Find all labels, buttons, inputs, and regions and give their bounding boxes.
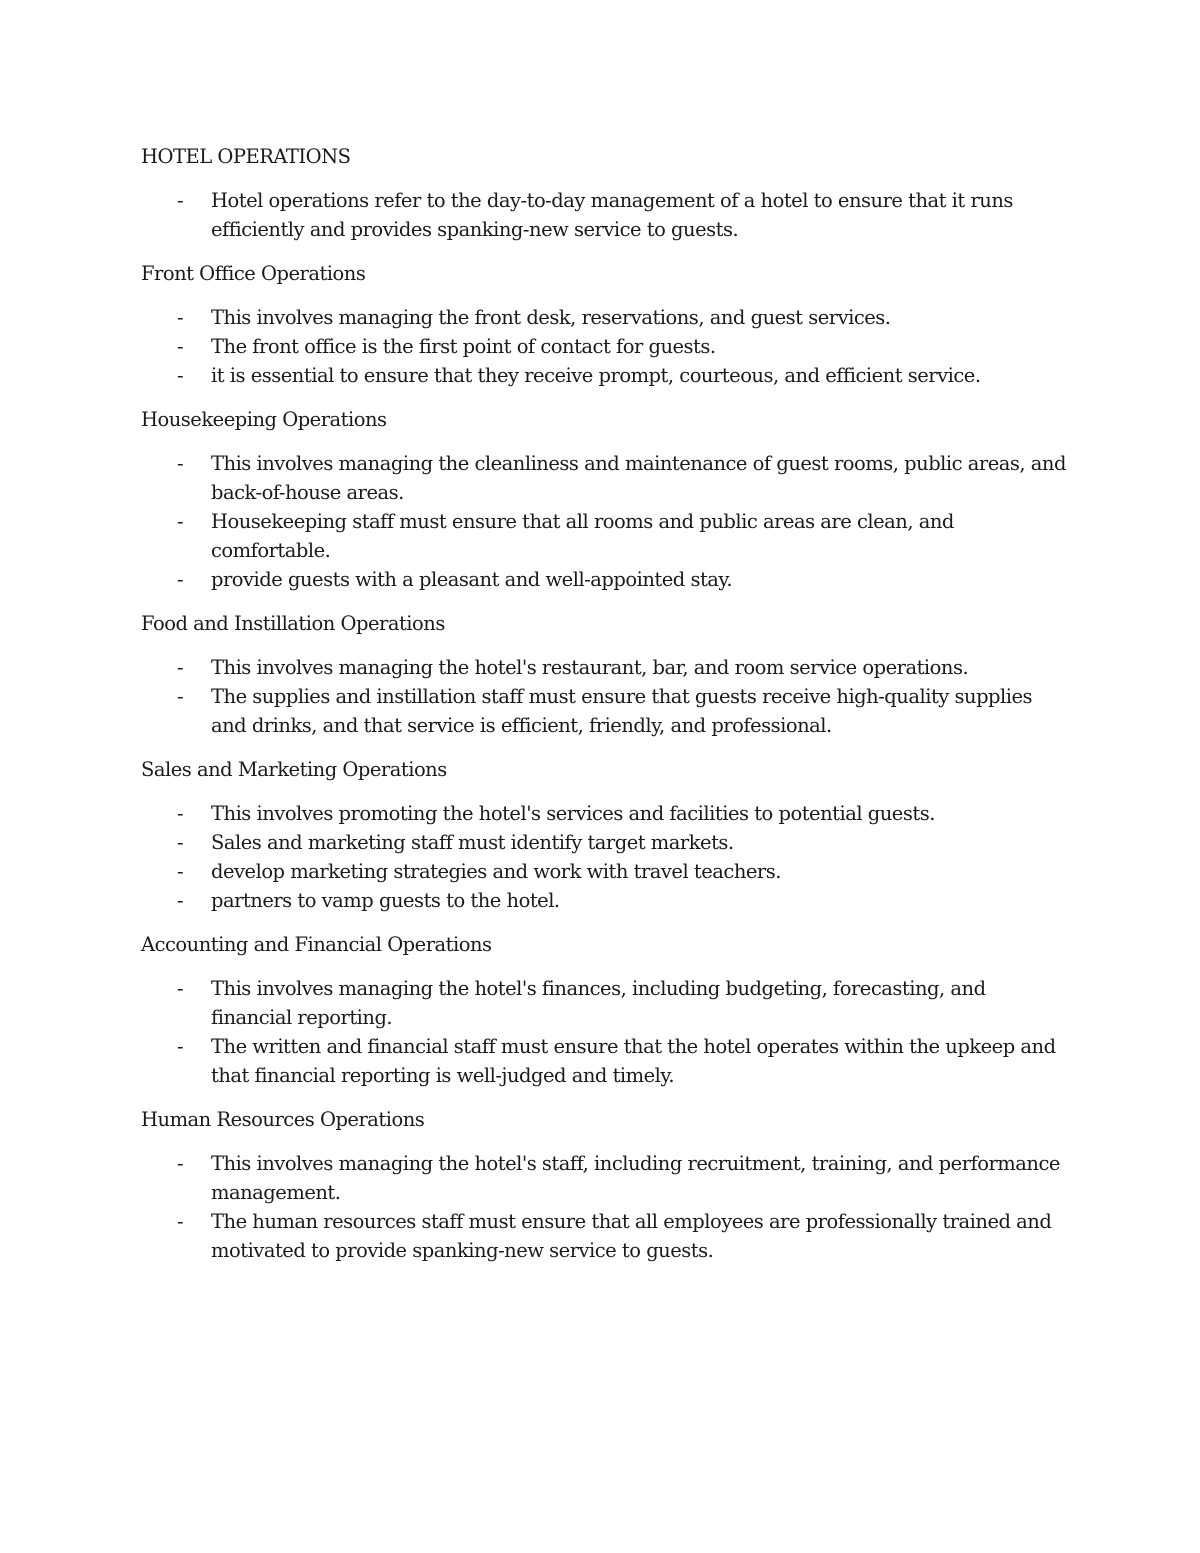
bullet-dash: - [177, 568, 184, 591]
bullet-item [141, 507, 1071, 565]
bullet-item [141, 332, 1071, 361]
section [141, 755, 1071, 915]
bullet-item [141, 857, 1071, 886]
section-bullet-list [141, 799, 1071, 915]
bullet-text: The front office is the first point of contact for guests. [211, 335, 716, 358]
bullet-item [141, 682, 1071, 740]
bullet-dash: - [177, 802, 184, 825]
bullet-dash: - [177, 831, 184, 854]
bullet-text: The written and financial staff must ensure that the hotel operates within the upkeep and that financial reporting is well-judged and timely. [211, 1035, 1056, 1087]
bullet-item [141, 974, 1071, 1032]
bullet-item [141, 565, 1071, 594]
bullet-text: provide guests with a pleasant and well-appointed stay. [211, 568, 733, 591]
section [141, 930, 1071, 1090]
bullet-dash: - [177, 1035, 184, 1058]
bullet-item [141, 1149, 1071, 1207]
section [141, 609, 1071, 740]
bullet-dash: - [177, 189, 184, 212]
section-heading: Accounting and Financial Operations [141, 933, 492, 956]
bullet-dash: - [177, 1152, 184, 1175]
section-bullet-list [141, 974, 1071, 1090]
section-bullet-list [141, 1149, 1071, 1265]
bullet-item [141, 886, 1071, 915]
bullet-dash: - [177, 889, 184, 912]
bullet-text: Hotel operations refer to the day-to-day management of a hotel to ensure that it runs efficiently and provides spanking-new service to guests. [211, 189, 1013, 241]
bullet-text: The supplies and instillation staff must ensure that guests receive high-quality supplies and drinks, and that service is efficient, friendly, and professional. [211, 685, 1033, 737]
bullet-dash: - [177, 685, 184, 708]
bullet-text: develop marketing strategies and work with travel teachers. [211, 860, 781, 883]
section [141, 405, 1071, 594]
bullet-text: This involves managing the front desk, reservations, and guest services. [211, 306, 891, 329]
bullet-dash: - [177, 977, 184, 1000]
section [141, 259, 1071, 390]
bullet-item [141, 653, 1071, 682]
section-heading: Sales and Marketing Operations [141, 758, 447, 781]
document-title: HOTEL OPERATIONS [141, 145, 351, 168]
bullet-dash: - [177, 452, 184, 475]
section-bullet-list [141, 653, 1071, 740]
bullet-text: partners to vamp guests to the hotel. [211, 889, 560, 912]
bullet-text: This involves managing the hotel's finances, including budgeting, forecasting, and financial reporting. [211, 977, 986, 1029]
bullet-dash: - [177, 656, 184, 679]
bullet-item [141, 799, 1071, 828]
bullet-dash: - [177, 510, 184, 533]
bullet-item [141, 303, 1071, 332]
bullet-item [141, 828, 1071, 857]
document-body [141, 142, 1071, 1265]
intro-bullet-list [141, 186, 1071, 244]
bullet-text: Housekeeping staff must ensure that all rooms and public areas are clean, and comfortable. [211, 510, 954, 562]
bullet-dash: - [177, 306, 184, 329]
bullet-item [141, 361, 1071, 390]
bullet-item [141, 186, 1071, 244]
section-heading: Food and Instillation Operations [141, 612, 445, 635]
bullet-item [141, 1032, 1071, 1090]
section-heading: Front Office Operations [141, 262, 366, 285]
bullet-text: Sales and marketing staff must identify target markets. [211, 831, 734, 854]
section [141, 1105, 1071, 1265]
bullet-text: This involves managing the hotel's staff, including recruitment, training, and performance management. [211, 1152, 1060, 1204]
sections-container [141, 259, 1071, 1265]
bullet-text: it is essential to ensure that they receive prompt, courteous, and efficient service. [211, 364, 981, 387]
bullet-text: This involves managing the hotel's restaurant, bar, and room service operations. [211, 656, 969, 679]
section-bullet-list [141, 303, 1071, 390]
bullet-dash: - [177, 1210, 184, 1233]
bullet-dash: - [177, 364, 184, 387]
section-heading: Housekeeping Operations [141, 408, 387, 431]
bullet-item [141, 1207, 1071, 1265]
bullet-text: The human resources staff must ensure that all employees are professionally trained and motivated to provide spanking-new service to guests. [211, 1210, 1052, 1262]
bullet-dash: - [177, 335, 184, 358]
bullet-text: This involves promoting the hotel's services and facilities to potential guests. [211, 802, 935, 825]
section-bullet-list [141, 449, 1071, 594]
bullet-item [141, 449, 1071, 507]
bullet-dash: - [177, 860, 184, 883]
bullet-text: This involves managing the cleanliness and maintenance of guest rooms, public areas, and back-of-house areas. [211, 452, 1066, 504]
section-heading: Human Resources Operations [141, 1108, 425, 1131]
